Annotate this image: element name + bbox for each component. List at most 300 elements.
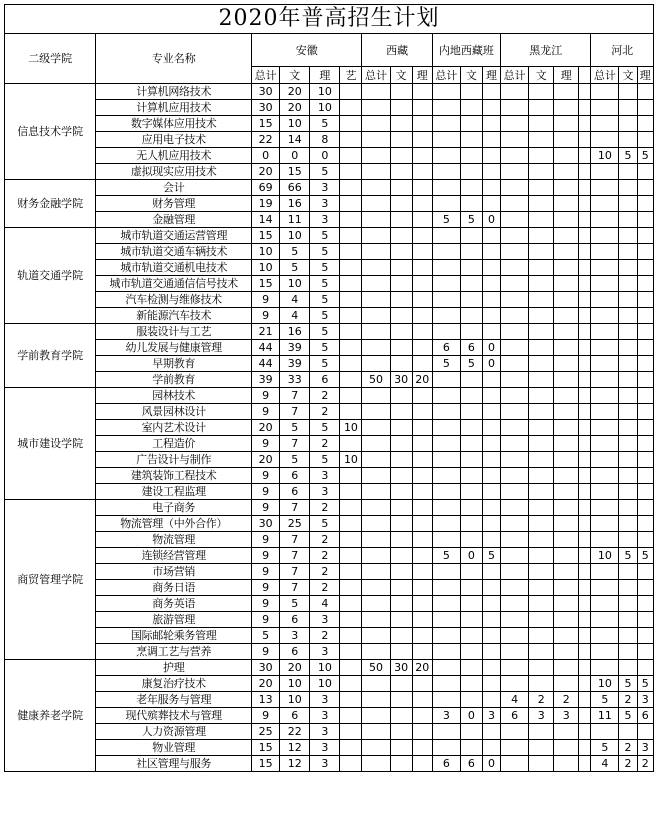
quota-cell [412, 580, 432, 596]
quota-cell: 30 [252, 516, 280, 532]
quota-cell [501, 196, 529, 212]
quota-cell: 9 [252, 532, 280, 548]
region-header-anhui: 安徽 [252, 34, 362, 67]
quota-cell [340, 644, 362, 660]
quota-cell [619, 612, 637, 628]
quota-cell: 5 [460, 356, 482, 372]
quota-cell [591, 516, 619, 532]
quota-cell: 10 [280, 692, 310, 708]
quota-cell [579, 740, 591, 756]
quota-cell: 3 [554, 708, 579, 724]
quota-cell [579, 452, 591, 468]
quota-cell: 5 [310, 324, 340, 340]
quota-cell [390, 676, 412, 692]
quota-cell: 10 [280, 276, 310, 292]
table-row [5, 756, 654, 772]
table-row [5, 708, 654, 724]
quota-cell [390, 212, 412, 228]
quota-cell [432, 532, 460, 548]
quota-cell [637, 484, 653, 500]
quota-cell: 6 [432, 340, 460, 356]
quota-cell [529, 484, 554, 500]
quota-cell [432, 404, 460, 420]
quota-cell [637, 132, 653, 148]
quota-cell [482, 644, 500, 660]
quota-cell [362, 564, 390, 580]
quota-cell: 3 [310, 468, 340, 484]
quota-cell [390, 596, 412, 612]
quota-cell [501, 484, 529, 500]
quota-cell [579, 468, 591, 484]
quota-cell [362, 180, 390, 196]
quota-cell: 5 [310, 340, 340, 356]
quota-cell [482, 132, 500, 148]
quota-cell [482, 404, 500, 420]
quota-cell [579, 372, 591, 388]
quota-cell [482, 724, 500, 740]
quota-cell [482, 660, 500, 676]
quota-cell: 9 [252, 436, 280, 452]
quota-cell [432, 660, 460, 676]
quota-cell: 12 [280, 740, 310, 756]
quota-cell [554, 468, 579, 484]
major-name: 物业管理 [96, 740, 252, 756]
quota-cell [482, 100, 500, 116]
quota-cell [432, 628, 460, 644]
table-row [5, 116, 654, 132]
quota-cell: 6 [501, 708, 529, 724]
quota-cell [340, 340, 362, 356]
quota-cell [619, 564, 637, 580]
quota-cell: 2 [619, 740, 637, 756]
quota-cell [362, 404, 390, 420]
quota-cell [637, 564, 653, 580]
quota-cell [619, 628, 637, 644]
table-row [5, 532, 654, 548]
quota-cell [501, 676, 529, 692]
quota-cell [460, 164, 482, 180]
quota-cell [591, 628, 619, 644]
quota-cell [390, 628, 412, 644]
quota-cell [637, 644, 653, 660]
quota-cell [579, 516, 591, 532]
quota-cell: 2 [554, 692, 579, 708]
quota-cell [432, 196, 460, 212]
quota-cell: 44 [252, 356, 280, 372]
quota-cell [432, 420, 460, 436]
quota-cell: 0 [310, 148, 340, 164]
quota-cell: 22 [252, 132, 280, 148]
quota-cell [482, 260, 500, 276]
quota-cell [529, 756, 554, 772]
quota-cell [412, 100, 432, 116]
table-row [5, 548, 654, 564]
major-name: 风景园林设计 [96, 404, 252, 420]
quota-cell [390, 148, 412, 164]
quota-cell [390, 420, 412, 436]
quota-cell [460, 532, 482, 548]
quota-cell [529, 372, 554, 388]
quota-cell [340, 436, 362, 452]
quota-cell [432, 484, 460, 500]
quota-cell: 16 [280, 196, 310, 212]
quota-cell [619, 532, 637, 548]
region-header-hebei: 河北 [591, 34, 654, 67]
quota-cell [362, 468, 390, 484]
table-row [5, 388, 654, 404]
quota-cell [554, 84, 579, 100]
quota-cell [432, 692, 460, 708]
quota-cell [637, 532, 653, 548]
quota-cell: 10 [310, 676, 340, 692]
quota-cell [482, 308, 500, 324]
subheader-science: 理 [554, 67, 579, 84]
quota-cell [637, 324, 653, 340]
quota-cell [619, 372, 637, 388]
major-name: 计算机应用技术 [96, 100, 252, 116]
quota-cell [554, 228, 579, 244]
quota-cell [554, 740, 579, 756]
table-row [5, 452, 654, 468]
quota-cell [579, 644, 591, 660]
quota-cell [432, 740, 460, 756]
college-name: 城市建设学院 [5, 388, 96, 500]
quota-cell: 20 [280, 84, 310, 100]
major-name: 工程造价 [96, 436, 252, 452]
quota-cell [412, 132, 432, 148]
quota-cell [579, 484, 591, 500]
quota-cell: 7 [280, 564, 310, 580]
quota-cell [362, 276, 390, 292]
quota-cell [362, 740, 390, 756]
quota-cell [579, 580, 591, 596]
quota-cell: 69 [252, 180, 280, 196]
subheader-total: 总计 [252, 67, 280, 84]
subheader-arts: 文 [460, 67, 482, 84]
quota-cell [362, 308, 390, 324]
quota-cell [412, 148, 432, 164]
quota-cell: 4 [280, 308, 310, 324]
major-name: 人力资源管理 [96, 724, 252, 740]
subheader-blank [579, 67, 591, 84]
quota-cell: 10 [310, 100, 340, 116]
quota-cell [432, 244, 460, 260]
quota-cell: 39 [280, 356, 310, 372]
quota-cell: 2 [310, 404, 340, 420]
major-name: 商务英语 [96, 596, 252, 612]
quota-cell [529, 564, 554, 580]
major-name: 早期教育 [96, 356, 252, 372]
quota-cell [591, 356, 619, 372]
table-row [5, 660, 654, 676]
quota-cell [362, 164, 390, 180]
quota-cell [529, 132, 554, 148]
quota-cell [340, 740, 362, 756]
major-name: 物流管理 [96, 532, 252, 548]
quota-cell [529, 292, 554, 308]
quota-cell [579, 388, 591, 404]
quota-cell [591, 532, 619, 548]
quota-cell [501, 644, 529, 660]
quota-cell [362, 196, 390, 212]
quota-cell [432, 500, 460, 516]
quota-cell [340, 372, 362, 388]
quota-cell [579, 116, 591, 132]
quota-cell [501, 356, 529, 372]
quota-cell [412, 628, 432, 644]
quota-cell [412, 324, 432, 340]
quota-cell: 7 [280, 388, 310, 404]
quota-cell [637, 244, 653, 260]
major-name: 护理 [96, 660, 252, 676]
quota-cell [529, 596, 554, 612]
major-name: 金融管理 [96, 212, 252, 228]
quota-cell [554, 724, 579, 740]
quota-cell [482, 676, 500, 692]
quota-cell [529, 516, 554, 532]
quota-cell [412, 420, 432, 436]
quota-cell [619, 468, 637, 484]
table-row [5, 324, 654, 340]
quota-cell [432, 292, 460, 308]
quota-cell: 30 [252, 100, 280, 116]
quota-cell [579, 84, 591, 100]
quota-cell: 0 [460, 548, 482, 564]
quota-cell: 5 [619, 708, 637, 724]
quota-cell [637, 180, 653, 196]
quota-cell: 10 [340, 452, 362, 468]
quota-cell [460, 292, 482, 308]
quota-cell [637, 596, 653, 612]
college-name: 学前教育学院 [5, 324, 96, 388]
quota-cell [619, 164, 637, 180]
quota-cell [362, 580, 390, 596]
quota-cell [362, 244, 390, 260]
major-name: 新能源汽车技术 [96, 308, 252, 324]
quota-cell [362, 692, 390, 708]
table-row [5, 484, 654, 500]
quota-cell [591, 324, 619, 340]
quota-cell: 2 [310, 580, 340, 596]
quota-cell [340, 292, 362, 308]
quota-cell [579, 564, 591, 580]
quota-cell [591, 340, 619, 356]
quota-cell [390, 500, 412, 516]
quota-cell [591, 420, 619, 436]
quota-cell [482, 148, 500, 164]
quota-cell [362, 228, 390, 244]
subheader-total: 总计 [362, 67, 390, 84]
quota-cell [482, 84, 500, 100]
quota-cell [619, 516, 637, 532]
major-name: 旅游管理 [96, 612, 252, 628]
quota-cell [460, 676, 482, 692]
quota-cell [591, 164, 619, 180]
quota-cell [637, 308, 653, 324]
quota-cell [432, 516, 460, 532]
quota-cell [579, 292, 591, 308]
quota-cell: 5 [310, 516, 340, 532]
quota-cell [501, 292, 529, 308]
quota-cell [340, 564, 362, 580]
quota-cell [432, 100, 460, 116]
quota-cell [501, 660, 529, 676]
table-row [5, 596, 654, 612]
quota-cell [432, 148, 460, 164]
quota-cell [554, 500, 579, 516]
quota-cell: 5 [619, 148, 637, 164]
quota-cell: 5 [310, 356, 340, 372]
quota-cell [390, 84, 412, 100]
table-row [5, 196, 654, 212]
quota-cell [579, 708, 591, 724]
quota-cell: 5 [591, 692, 619, 708]
quota-cell [340, 756, 362, 772]
quota-cell [619, 580, 637, 596]
major-name: 社区管理与服务 [96, 756, 252, 772]
quota-cell: 4 [591, 756, 619, 772]
quota-cell: 5 [637, 548, 653, 564]
quota-cell [591, 132, 619, 148]
table-row [5, 420, 654, 436]
quota-cell [554, 452, 579, 468]
quota-cell [501, 452, 529, 468]
quota-cell [554, 596, 579, 612]
quota-cell [619, 180, 637, 196]
table-row [5, 340, 654, 356]
quota-cell [412, 388, 432, 404]
quota-cell [554, 100, 579, 116]
quota-cell [390, 452, 412, 468]
quota-cell: 0 [252, 148, 280, 164]
quota-cell [390, 132, 412, 148]
quota-cell: 10 [310, 660, 340, 676]
quota-cell: 10 [252, 260, 280, 276]
quota-cell: 30 [390, 372, 412, 388]
quota-cell [501, 740, 529, 756]
quota-cell [432, 676, 460, 692]
quota-cell: 30 [390, 660, 412, 676]
major-name: 国际邮轮乘务管理 [96, 628, 252, 644]
quota-cell [460, 420, 482, 436]
quota-cell [460, 404, 482, 420]
table-row [5, 612, 654, 628]
quota-cell [591, 612, 619, 628]
quota-cell: 14 [252, 212, 280, 228]
quota-cell [579, 676, 591, 692]
quota-cell [501, 276, 529, 292]
quota-cell [554, 404, 579, 420]
table-row [5, 292, 654, 308]
quota-cell [362, 724, 390, 740]
quota-cell [390, 612, 412, 628]
quota-cell [579, 340, 591, 356]
quota-cell [554, 612, 579, 628]
quota-cell [340, 132, 362, 148]
quota-cell [460, 100, 482, 116]
quota-cell [579, 132, 591, 148]
major-name: 城市轨道交通机电技术 [96, 260, 252, 276]
quota-cell [482, 596, 500, 612]
quota-cell [482, 468, 500, 484]
table-row [5, 676, 654, 692]
quota-cell [412, 548, 432, 564]
quota-cell [482, 612, 500, 628]
quota-cell [501, 260, 529, 276]
table-row [5, 244, 654, 260]
quota-cell: 3 [637, 692, 653, 708]
quota-cell [412, 212, 432, 228]
quota-cell [362, 260, 390, 276]
quota-cell [554, 244, 579, 260]
quota-cell: 3 [432, 708, 460, 724]
quota-cell: 20 [252, 452, 280, 468]
quota-cell [554, 276, 579, 292]
quota-cell [619, 724, 637, 740]
quota-cell [501, 532, 529, 548]
quota-cell [460, 132, 482, 148]
quota-cell [579, 548, 591, 564]
quota-cell [529, 452, 554, 468]
quota-cell [591, 180, 619, 196]
quota-cell: 9 [252, 708, 280, 724]
quota-cell: 2 [310, 564, 340, 580]
college-name: 轨道交通学院 [5, 228, 96, 324]
quota-cell [390, 708, 412, 724]
quota-cell [362, 676, 390, 692]
quota-cell [340, 516, 362, 532]
quota-cell: 50 [362, 660, 390, 676]
quota-cell [482, 324, 500, 340]
quota-cell [529, 340, 554, 356]
quota-cell: 20 [412, 660, 432, 676]
quota-cell [501, 228, 529, 244]
major-name: 老年服务与管理 [96, 692, 252, 708]
quota-cell [637, 516, 653, 532]
quota-cell [460, 196, 482, 212]
quota-cell [619, 196, 637, 212]
major-name: 连锁经营管理 [96, 548, 252, 564]
table-row [5, 260, 654, 276]
quota-cell [390, 532, 412, 548]
quota-cell [390, 276, 412, 292]
quota-cell [619, 356, 637, 372]
table-row [5, 228, 654, 244]
quota-cell [482, 164, 500, 180]
quota-cell: 7 [280, 436, 310, 452]
quota-cell [390, 340, 412, 356]
quota-cell [390, 404, 412, 420]
quota-cell [579, 148, 591, 164]
quota-cell [501, 372, 529, 388]
quota-cell: 3 [310, 612, 340, 628]
quota-cell [432, 564, 460, 580]
quota-cell [554, 212, 579, 228]
quota-cell [412, 516, 432, 532]
quota-cell: 10 [591, 148, 619, 164]
quota-cell: 5 [432, 548, 460, 564]
quota-cell [529, 116, 554, 132]
quota-cell [482, 516, 500, 532]
quota-cell [619, 276, 637, 292]
quota-cell [501, 324, 529, 340]
quota-cell: 5 [310, 244, 340, 260]
quota-cell [637, 404, 653, 420]
quota-cell [432, 180, 460, 196]
quota-cell [390, 116, 412, 132]
quota-cell [554, 756, 579, 772]
quota-cell: 20 [412, 372, 432, 388]
